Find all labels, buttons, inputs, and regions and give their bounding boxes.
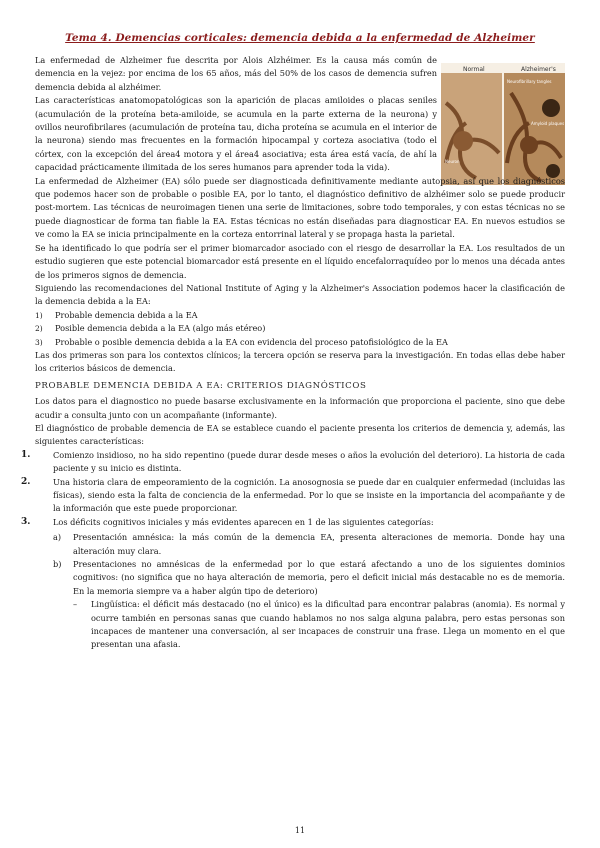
criteria-list <box>21 449 565 652</box>
paragraph-intro-2: Las características anatomopatológicas son la aparición de placas amiloides o placas seniles (acumulación de la proteína beta-amiloide, se acumula en la parte externa de la neurona) y ovillos neurofibrilares (acumulación de proteína tau, dicha proteína se acumula en el interior de la neurona) siendo mas frecuentes en la formación hipocampal y corteza asociativa (todo el córtex, con la excepción del área4 motora y el área4 asociativa; esta área está vacía, de ahí la capacidad prácticamente ilimitada de los seres humanos para aprender toda la vida). <box>35 95 437 173</box>
list-item: 2. Una historia clara de empeoramiento de la cognición. La anosognosia se puede dar en cualquier enfermedad (incluidas las físicas), siendo esta la falta de conciencia de la enfermedad. Por lo que se insiste en la importancia del acompañante y de la información que este puede proporcionar. <box>21 476 565 514</box>
figure-label-alzheimers: Alzheimer's <box>521 66 556 73</box>
document-body <box>21 54 565 652</box>
page-title: Tema 4. Demencias corticales: demencia debida a la enfermedad de Alzheimer <box>65 32 535 44</box>
list-item: 1. Comienzo insidioso, no ha sido repentino (puede durar desde meses o años la evolución del deterioro). La historia de cada paciente y su inicio es distinta. <box>21 449 565 474</box>
paragraph-diagnosis: La enfermedad de Alzheimer (EA) sólo puede ser diagnosticada definitivamente mediante autopsia, así que los diagnósticos que podemos hacer son de probable o posible EA, por lo tanto, el diagnóstico definitivo de alzhéimer solo se puede producir post-mortem. Las técnicas de neuroimagen tienen una serie de limitaciones, sobre todo temporales, y con estas técnicas no se puede diagnosticar de forma tan fiable la EA. Estas técnicas no están diseñadas para diagnosticar EA. En nuevos estudios se ve como la EA se inicia principalmente en la corteza entorrinal lateral y se propaga hasta la parietal. <box>35 175 565 240</box>
list-item: b) Presentaciones no amnésicas de la enfermedad por lo que estará afectando a uno de los siguientes dominios cognitivos: (no significa que no haya alteración de memoria, pero el deficit inicial más destacable no es de memoria. En la memoria siempre va a haber algún tipo de deterioro) – Lingüística: el déficit más destacado (no el único) es la dificultad para encontrar palabras (anomia). Es normal y ocurre también en personas sanas que cuando hablamos no nos salga alguna palabra, pero estas personas son incapaces de mantener una conversación, al ser incapaces de construir una frase. Llega un momento en el que presentan una afasia. <box>53 558 565 652</box>
page-number: 11 <box>294 826 306 835</box>
paragraph-contexts: Las dos primeras son para los contextos clínicos; la tercera opción se reserva para la investigación. En todas ellas debe haber los criterios básicos de demencia. <box>35 349 565 374</box>
paragraph-biomarker: Se ha identificado lo que podría ser el primer biomarcador asociado con el riesgo de desarrollar la EA. Los resultados de un estudio sugieren que este potencial biomarcador está presente en el líquido encefalorraquídeo por lo menos una década antes de los primeros signos de demencia. <box>35 242 565 280</box>
paragraph-data: Los datos para el diagnostico no puede basarse exclusivamente en la información que proporciona el paciente, sino que debe acudir a consulta junto con un acompañante (informante). <box>35 396 565 420</box>
sub-list <box>53 531 565 652</box>
paragraph-classification: Siguiendo las recomendaciones del National Institute of Aging y la Alzheimer's Association podemos hacer la clasificación de la demencia debida a la EA: <box>35 282 565 307</box>
list-item: 1) Probable demencia debida a la EA <box>35 309 198 320</box>
figure-label-normal: Normal <box>463 66 485 73</box>
classification-list <box>35 309 565 349</box>
paragraph-intro-1: La enfermedad de Alzheimer fue descrita por Alois Alzhéimer. Es la causa más común de demencia en la vejez: por encima de los 65 años, más del 50% de los casos de demencia sufren demencia debida al alzhéimer. <box>35 55 437 92</box>
list-item: a) Presentación amnésica: la más común de la demencia EA, presenta alteraciones de memoria. Donde hay una alteración muy clara. <box>53 532 565 556</box>
figure-label-neuron: Neuron <box>445 159 460 164</box>
list-item: 2) Posible demencia debida a la EA (algo más etéreo) <box>35 323 266 334</box>
list-item: 3. Los déficits cognitivos iniciales y más evidentes aparecen en 1 de las siguientes categorías: a) Presentación amnésica: la más común de la demencia EA, presenta alteraciones de memoria. Donde hay una alteración muy clara. b) Presentaciones no amnésicas de la enfermedad por lo que estará afectando a uno de los siguientes dominios cognitivos: (no significa que no haya alteración de memoria, pero el deficit inicial más destacable no es de memoria. En la memoria siempre va a haber algún tipo de deterioro) – Lingüística: el déficit más destacado (no el único) es la dificultad para encontrar palabras (anomia). Es normal y ocurre también en personas sanas que cuando hablamos no nos salga alguna palabra, pero estas personas son incapaces de mantener una conversación, al ser incapaces de construir una frase. Llega un momento en el que presentan una afasia. <box>35 516 565 652</box>
paragraph-criteria: El diagnóstico de probable demencia de EA se establece cuando el paciente presenta los criterios de demencia y, además, las siguientes características: <box>35 422 565 447</box>
figure-label-plaques: Amyloid plaques <box>531 121 565 126</box>
list-item: 3) Probable o posible demencia debida a la EA con evidencia del proceso patofisiológico de la EA <box>35 336 448 347</box>
section-heading: PROBABLE DEMENCIA DEBIDA A EA: CRITERIOS DIAGNÓSTICOS <box>35 380 367 391</box>
sub-sub-list <box>73 598 565 652</box>
figure-label-tangles: Neurofibrillary tangles <box>507 79 552 84</box>
list-item: – Lingüística: el déficit más destacado (no el único) es la dificultad para encontrar palabras (anomia). Es normal y ocurre también en personas sanas que cuando hablamos no nos salga alguna palabra, pero estas personas son incapaces de mantener una conversación, al ser incapaces de construir una frase. Llega un momento en el que presentan una afasia. <box>73 599 565 650</box>
